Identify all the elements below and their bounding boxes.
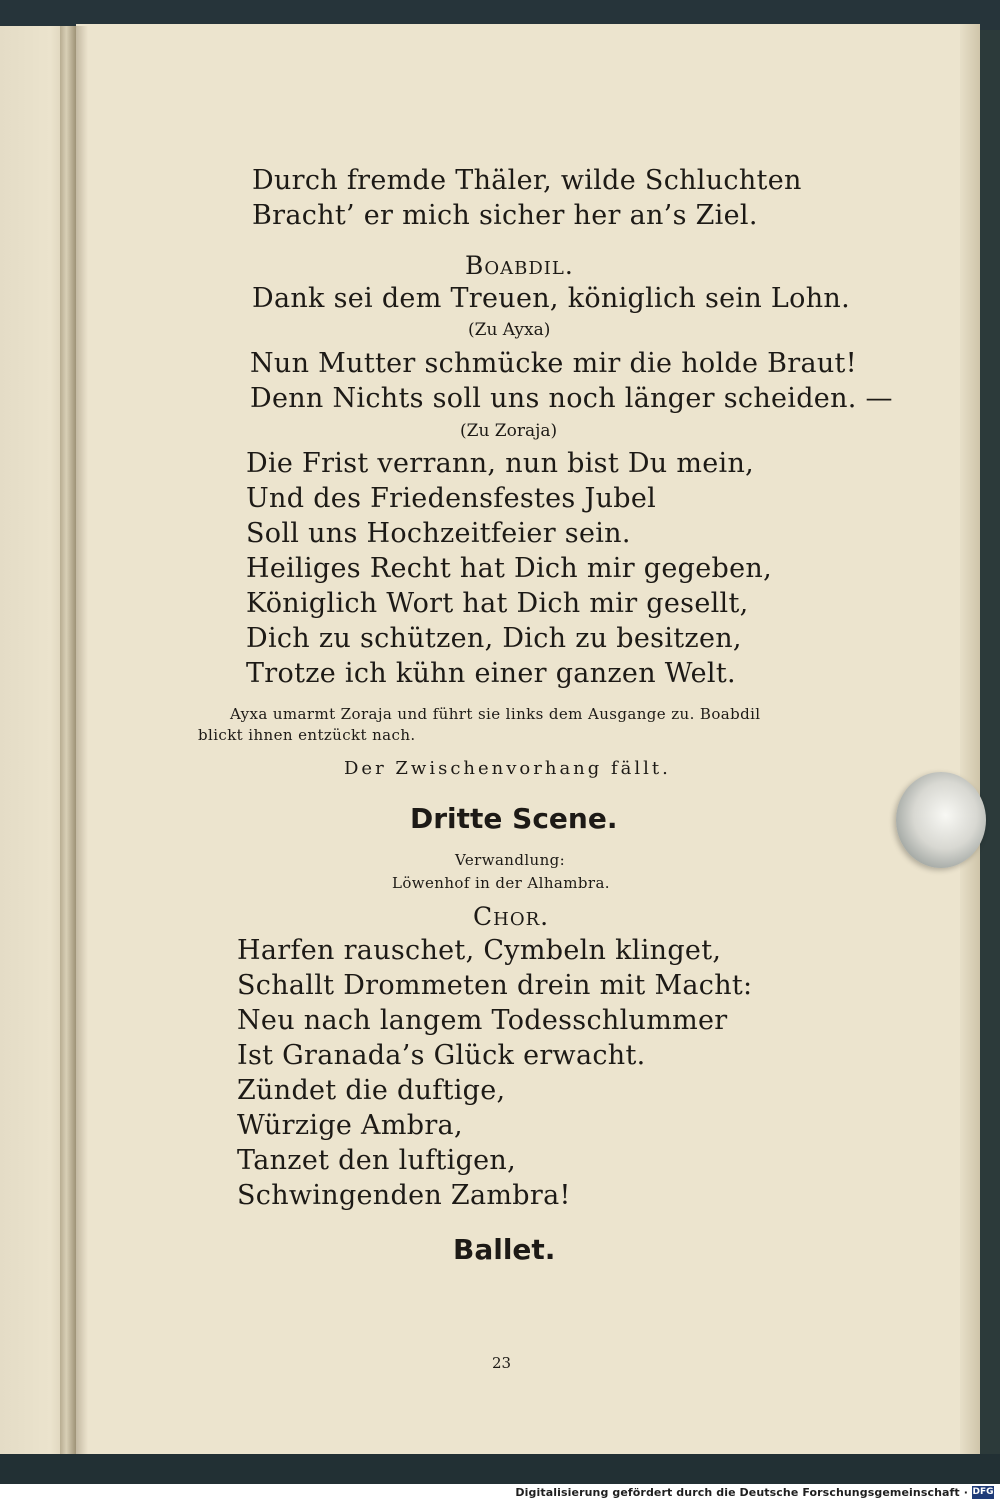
dfg-logo: DFG xyxy=(972,1487,994,1497)
verse-line: Durch fremde Thäler, wilde Schluchten xyxy=(252,165,802,196)
funding-credit: Digitalisierung gefördert durch die Deutsche Forschungsgemeinschaft · xyxy=(515,1486,968,1499)
verse-line: Dich zu schützen, Dich zu besitzen, xyxy=(246,623,742,654)
stage-direction: Ayxa umarmt Zoraja und führt sie links dem Ausgange zu. Boabdil xyxy=(230,705,761,723)
verse-line: Tanzet den luftigen, xyxy=(237,1145,517,1176)
book-gutter xyxy=(60,26,76,1456)
verse-line: Schallt Drommeten drein mit Macht: xyxy=(237,970,753,1001)
scan-background-bottom xyxy=(0,1454,1000,1484)
scene-heading: Dritte Scene. xyxy=(410,802,618,835)
stage-direction-inline: (Zu Ayxa) xyxy=(468,320,551,340)
verse-line: Trotze ich kühn einer ganzen Welt. xyxy=(246,658,736,689)
page-right-edge xyxy=(960,24,980,1454)
verse-line: Heiliges Recht hat Dich mir gegeben, xyxy=(246,553,772,584)
verse-line: Bracht’ er mich sicher her an’s Ziel. xyxy=(252,200,758,231)
verse-line: Schwingenden Zambra! xyxy=(237,1180,571,1211)
scene-change-label: Verwandlung: xyxy=(455,851,566,869)
spine-shadow xyxy=(76,26,88,1456)
stage-direction-inline: (Zu Zoraja) xyxy=(460,421,558,441)
speaker-name-boabdil: Boabdil. xyxy=(465,251,574,280)
verse-line: Dank sei dem Treuen, königlich sein Lohn. xyxy=(252,283,850,314)
stage-direction: blickt ihnen entzückt nach. xyxy=(198,726,416,744)
page-clip-holder xyxy=(896,772,986,868)
verse-line: Harfen rauschet, Cymbeln klinget, xyxy=(237,935,722,966)
page-number: 23 xyxy=(492,1354,512,1372)
verse-line: Und des Friedensfestes Jubel xyxy=(246,483,657,514)
scene-location: Löwenhof in der Alhambra. xyxy=(392,874,610,892)
verse-line: Soll uns Hochzeitfeier sein. xyxy=(246,518,631,549)
speaker-name-chor: Chor. xyxy=(473,902,550,931)
ballet-heading: Ballet. xyxy=(453,1233,556,1266)
verse-line: Ist Granada’s Glück erwacht. xyxy=(237,1040,646,1071)
verse-line: Neu nach langem Todesschlummer xyxy=(237,1005,728,1036)
curtain-note: Der Zwischenvorhang fällt. xyxy=(344,758,671,779)
verse-line: Königlich Wort hat Dich mir gesellt, xyxy=(246,588,749,619)
verse-line: Denn Nichts soll uns noch länger scheiden. — xyxy=(250,383,893,414)
verse-line: Zündet die duftige, xyxy=(237,1075,506,1106)
verse-line: Die Frist verrann, nun bist Du mein, xyxy=(246,448,755,479)
verse-line: Nun Mutter schmücke mir die holde Braut! xyxy=(250,348,857,379)
verse-line: Würzige Ambra, xyxy=(237,1110,463,1141)
